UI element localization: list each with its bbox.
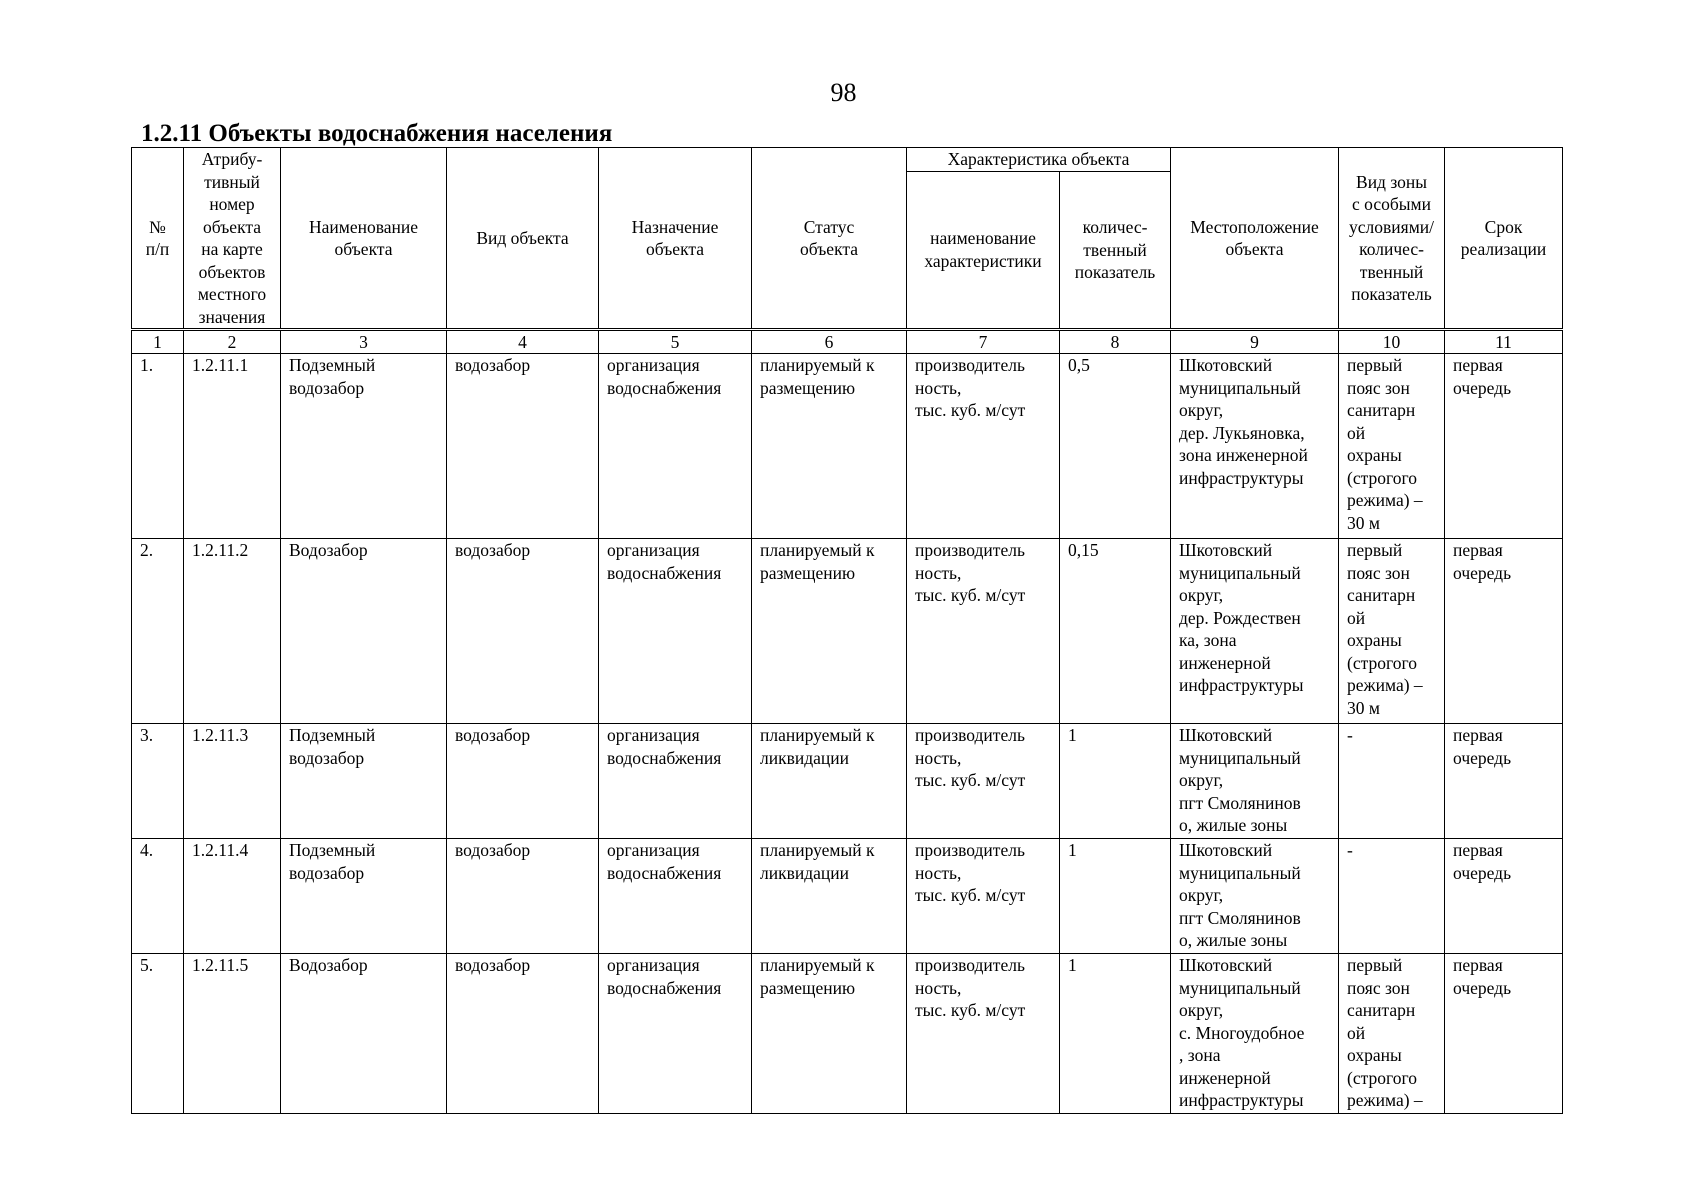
header-zone: Вид зоны с особыми условиями/ количес- твенный показатель xyxy=(1339,148,1445,330)
header-object-name: Наименование объекта xyxy=(281,148,447,330)
table-row xyxy=(132,839,1563,954)
cell-characteristic-name: производитель ность, тыс. куб. м/сут xyxy=(907,954,1060,1114)
cell-object-name: Подземный водозабор xyxy=(281,724,447,839)
table-row xyxy=(132,354,1563,539)
cell-object-type: водозабор xyxy=(447,539,599,724)
cell-attribute-number: 1.2.11.5 xyxy=(184,954,281,1114)
cell-zone: - xyxy=(1339,839,1445,954)
header-num: № п/п xyxy=(132,148,184,330)
cell-characteristic-value: 0,5 xyxy=(1060,354,1171,539)
section-title: 1.2.11 Объекты водоснабжения населения xyxy=(141,120,613,147)
cell-object-status: планируемый к размещению xyxy=(752,954,907,1114)
cell-location: Шкотовский муниципальный округ, пгт Смолянинов о, жилые зоны xyxy=(1171,724,1339,839)
column-number: 8 xyxy=(1060,330,1171,354)
cell-location: Шкотовский муниципальный округ, дер. Рождествен ка, зона инженерной инфраструктуры xyxy=(1171,539,1339,724)
cell-object-type: водозабор xyxy=(447,354,599,539)
cell-term: первая очередь xyxy=(1445,354,1563,539)
cell-object-name: Водозабор xyxy=(281,954,447,1114)
cell-object-purpose: организация водоснабжения xyxy=(599,354,752,539)
cell-characteristic-value: 1 xyxy=(1060,724,1171,839)
cell-characteristic-name: производитель ность, тыс. куб. м/сут xyxy=(907,724,1060,839)
cell-attribute-number: 1.2.11.2 xyxy=(184,539,281,724)
cell-attribute-number: 1.2.11.3 xyxy=(184,724,281,839)
cell-characteristic-value: 1 xyxy=(1060,839,1171,954)
cell-object-type: водозабор xyxy=(447,954,599,1114)
cell-location: Шкотовский муниципальный округ, пгт Смолянинов о, жилые зоны xyxy=(1171,839,1339,954)
cell-location: Шкотовский муниципальный округ, с. Многоудобное , зона инженерной инфраструктуры xyxy=(1171,954,1339,1114)
table-row xyxy=(132,724,1563,839)
column-number: 10 xyxy=(1339,330,1445,354)
cell-object-type: водозабор xyxy=(447,724,599,839)
table-row xyxy=(132,954,1563,1114)
cell-characteristic-value: 0,15 xyxy=(1060,539,1171,724)
column-number: 1 xyxy=(132,330,184,354)
cell-object-status: планируемый к размещению xyxy=(752,539,907,724)
cell-location: Шкотовский муниципальный округ, дер. Лукьяновка, зона инженерной инфраструктуры xyxy=(1171,354,1339,539)
column-number: 9 xyxy=(1171,330,1339,354)
column-number: 4 xyxy=(447,330,599,354)
cell-term: первая очередь xyxy=(1445,954,1563,1114)
cell-object-type: водозабор xyxy=(447,839,599,954)
cell-characteristic-name: производитель ность, тыс. куб. м/сут xyxy=(907,539,1060,724)
cell-num: 1. xyxy=(132,354,184,539)
cell-object-status: планируемый к ликвидации xyxy=(752,724,907,839)
cell-num: 3. xyxy=(132,724,184,839)
cell-num: 2. xyxy=(132,539,184,724)
header-characteristic-value: количес- твенный показатель xyxy=(1060,171,1171,329)
cell-zone: первый пояс зон санитарн ой охраны (строгого режима) – xyxy=(1339,954,1445,1114)
header-row-top xyxy=(132,148,1563,172)
cell-object-name: Подземный водозабор xyxy=(281,839,447,954)
cell-object-purpose: организация водоснабжения xyxy=(599,539,752,724)
column-number: 2 xyxy=(184,330,281,354)
cell-attribute-number: 1.2.11.4 xyxy=(184,839,281,954)
cell-zone: первый пояс зон санитарн ой охраны (строгого режима) – 30 м xyxy=(1339,539,1445,724)
table-header xyxy=(132,148,1563,354)
column-number: 7 xyxy=(907,330,1060,354)
cell-num: 4. xyxy=(132,839,184,954)
cell-zone: первый пояс зон санитарн ой охраны (строгого режима) – 30 м xyxy=(1339,354,1445,539)
column-number: 3 xyxy=(281,330,447,354)
header-object-purpose: Назначение объекта xyxy=(599,148,752,330)
cell-zone: - xyxy=(1339,724,1445,839)
cell-term: первая очередь xyxy=(1445,839,1563,954)
table-body xyxy=(132,354,1563,1114)
header-location: Местоположение объекта xyxy=(1171,148,1339,330)
header-attribute-number: Атрибу- тивный номер объекта на карте объектов местного значения xyxy=(184,148,281,330)
cell-object-status: планируемый к размещению xyxy=(752,354,907,539)
cell-term: первая очередь xyxy=(1445,724,1563,839)
header-object-status: Статус объекта xyxy=(752,148,907,330)
cell-characteristic-name: производитель ность, тыс. куб. м/сут xyxy=(907,839,1060,954)
header-characteristic-name: наименование характеристики xyxy=(907,171,1060,329)
column-number: 5 xyxy=(599,330,752,354)
cell-term: первая очередь xyxy=(1445,539,1563,724)
header-object-type: Вид объекта xyxy=(447,148,599,330)
header-term: Срок реализации xyxy=(1445,148,1563,330)
cell-object-name: Водозабор xyxy=(281,539,447,724)
column-number: 11 xyxy=(1445,330,1563,354)
cell-object-name: Подземный водозабор xyxy=(281,354,447,539)
cell-object-purpose: организация водоснабжения xyxy=(599,954,752,1114)
column-numbers-row xyxy=(132,330,1563,354)
cell-characteristic-name: производитель ность, тыс. куб. м/сут xyxy=(907,354,1060,539)
cell-object-purpose: организация водоснабжения xyxy=(599,724,752,839)
header-characteristics-group: Характеристика объекта xyxy=(907,148,1171,172)
table-row xyxy=(132,539,1563,724)
cell-object-purpose: организация водоснабжения xyxy=(599,839,752,954)
cell-object-status: планируемый к ликвидации xyxy=(752,839,907,954)
cell-num: 5. xyxy=(132,954,184,1114)
cell-attribute-number: 1.2.11.1 xyxy=(184,354,281,539)
column-number: 6 xyxy=(752,330,907,354)
page-number: 98 xyxy=(830,78,857,107)
water-supply-objects-table xyxy=(131,147,1563,1114)
cell-characteristic-value: 1 xyxy=(1060,954,1171,1114)
